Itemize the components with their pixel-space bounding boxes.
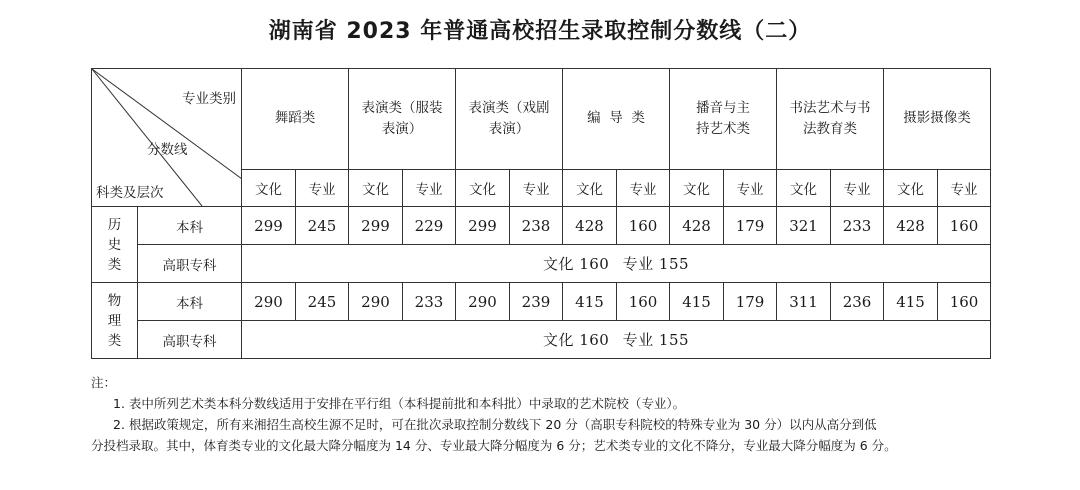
category-line: 播音与主 xyxy=(696,99,751,116)
vocational-score-cell xyxy=(242,321,991,359)
sub-header-culture: 文化 xyxy=(456,169,510,206)
category-header-calligraphy xyxy=(777,69,884,170)
category-line: 表演） xyxy=(488,120,530,137)
sub-header-major: 专业 xyxy=(403,169,456,206)
category-line: 编 导 类 xyxy=(587,110,645,127)
level-label-undergrad: 本科 xyxy=(138,207,242,245)
category-header-fashion-performance xyxy=(349,69,456,170)
sub-header-culture: 文化 xyxy=(563,169,617,206)
sub-header-major: 专业 xyxy=(724,169,777,206)
category-line: 表演） xyxy=(381,120,423,137)
level-label-vocational: 高职专科 xyxy=(138,245,242,283)
category-header-drama-performance xyxy=(456,69,563,170)
vocational-score-cell xyxy=(242,245,991,283)
category-header-broadcasting xyxy=(670,69,777,170)
score-cell: 428 xyxy=(884,207,938,245)
note-item-1: 1. 表中所列艺术类本科分数线适用于安排在平行组（本科提前批和本科批）中录取的艺术院校（专业）。 xyxy=(113,396,686,411)
score-cell: 290 xyxy=(242,283,296,321)
score-cell: 299 xyxy=(456,207,510,245)
score-cell: 160 xyxy=(938,207,991,245)
corner-header-cell xyxy=(92,69,242,207)
score-cell: 233 xyxy=(403,283,456,321)
sub-header-culture: 文化 xyxy=(242,169,296,206)
table-row xyxy=(92,245,991,283)
score-cell: 160 xyxy=(938,283,991,321)
score-cell: 245 xyxy=(296,283,349,321)
sub-header-major: 专业 xyxy=(938,169,991,206)
score-cell: 179 xyxy=(724,283,777,321)
score-cell: 238 xyxy=(510,207,563,245)
score-cell: 290 xyxy=(349,283,403,321)
score-cell: 179 xyxy=(724,207,777,245)
score-cell: 321 xyxy=(777,207,831,245)
group-label-physics xyxy=(92,283,138,359)
note-item-2-line-2: 分投档录取。其中，体育类专业的文化最大降分幅度为 14 分、专业最大降分幅度为 6 分；艺术类专业的文化不降分，专业最大降分幅度为 6 分。 xyxy=(91,438,897,453)
score-cell: 160 xyxy=(617,207,670,245)
category-line: 表演类（戏剧 xyxy=(468,99,550,116)
category-line: 舞蹈类 xyxy=(274,110,316,127)
category-line: 摄影摄像类 xyxy=(903,110,971,127)
group-char: 理 xyxy=(107,312,122,329)
score-cell: 415 xyxy=(884,283,938,321)
category-header-directing xyxy=(563,69,670,170)
sub-header-major: 专业 xyxy=(831,169,884,206)
corner-label-subject: 科类及层次 xyxy=(96,185,164,201)
level-label-undergrad: 本科 xyxy=(138,283,242,321)
sub-header-culture: 文化 xyxy=(349,169,403,206)
score-cell: 233 xyxy=(831,207,884,245)
score-cell: 245 xyxy=(296,207,349,245)
score-cell: 311 xyxy=(777,283,831,321)
group-char: 物 xyxy=(107,292,122,309)
score-cell: 299 xyxy=(242,207,296,245)
score-cell: 160 xyxy=(617,283,670,321)
group-char: 类 xyxy=(107,256,122,273)
note-item-2-line-1: 2. 根据政策规定，所有来湘招生高校生源不足时，可在批次录取控制分数线下 20 分（高职专科院校的特殊专业为 30 分）以内从高分到低 xyxy=(113,417,877,432)
sub-header-culture: 文化 xyxy=(777,169,831,206)
score-cell: 229 xyxy=(403,207,456,245)
category-line: 法教育类 xyxy=(803,120,858,137)
vocational-major-score: 专业 155 xyxy=(622,331,690,349)
page-title: 湖南省 2023 年普通高校招生录取控制分数线（二） xyxy=(268,19,812,44)
score-cell: 428 xyxy=(670,207,724,245)
category-header-photography xyxy=(884,69,991,170)
category-line: 表演类（服装 xyxy=(361,99,443,116)
vocational-major-score: 专业 155 xyxy=(622,255,690,273)
score-cell: 415 xyxy=(670,283,724,321)
group-char: 史 xyxy=(107,236,122,253)
group-char: 类 xyxy=(107,332,122,349)
score-cell: 299 xyxy=(349,207,403,245)
corner-label-category: 专业类别 xyxy=(182,91,236,107)
table-row xyxy=(92,207,991,245)
score-table xyxy=(91,68,991,359)
vocational-culture-score: 文化 160 xyxy=(542,255,610,273)
score-cell: 415 xyxy=(563,283,617,321)
notes-heading: 注： xyxy=(91,375,117,390)
category-line: 书法艺术与书 xyxy=(789,99,871,116)
group-char: 历 xyxy=(107,216,122,233)
vocational-culture-score: 文化 160 xyxy=(542,331,610,349)
group-label-history xyxy=(92,207,138,283)
category-header-dance xyxy=(242,69,349,170)
sub-header-culture: 文化 xyxy=(670,169,724,206)
corner-label-score: 分数线 xyxy=(147,142,188,158)
sub-header-culture: 文化 xyxy=(884,169,938,206)
score-cell: 428 xyxy=(563,207,617,245)
level-label-vocational: 高职专科 xyxy=(138,321,242,359)
sub-header-major: 专业 xyxy=(296,169,349,206)
score-cell: 236 xyxy=(831,283,884,321)
table-row xyxy=(92,321,991,359)
notes-section xyxy=(91,372,996,456)
table-row xyxy=(92,283,991,321)
score-cell: 290 xyxy=(456,283,510,321)
sub-header-major: 专业 xyxy=(510,169,563,206)
sub-header-major: 专业 xyxy=(617,169,670,206)
score-cell: 239 xyxy=(510,283,563,321)
category-line: 持艺术类 xyxy=(696,120,751,137)
